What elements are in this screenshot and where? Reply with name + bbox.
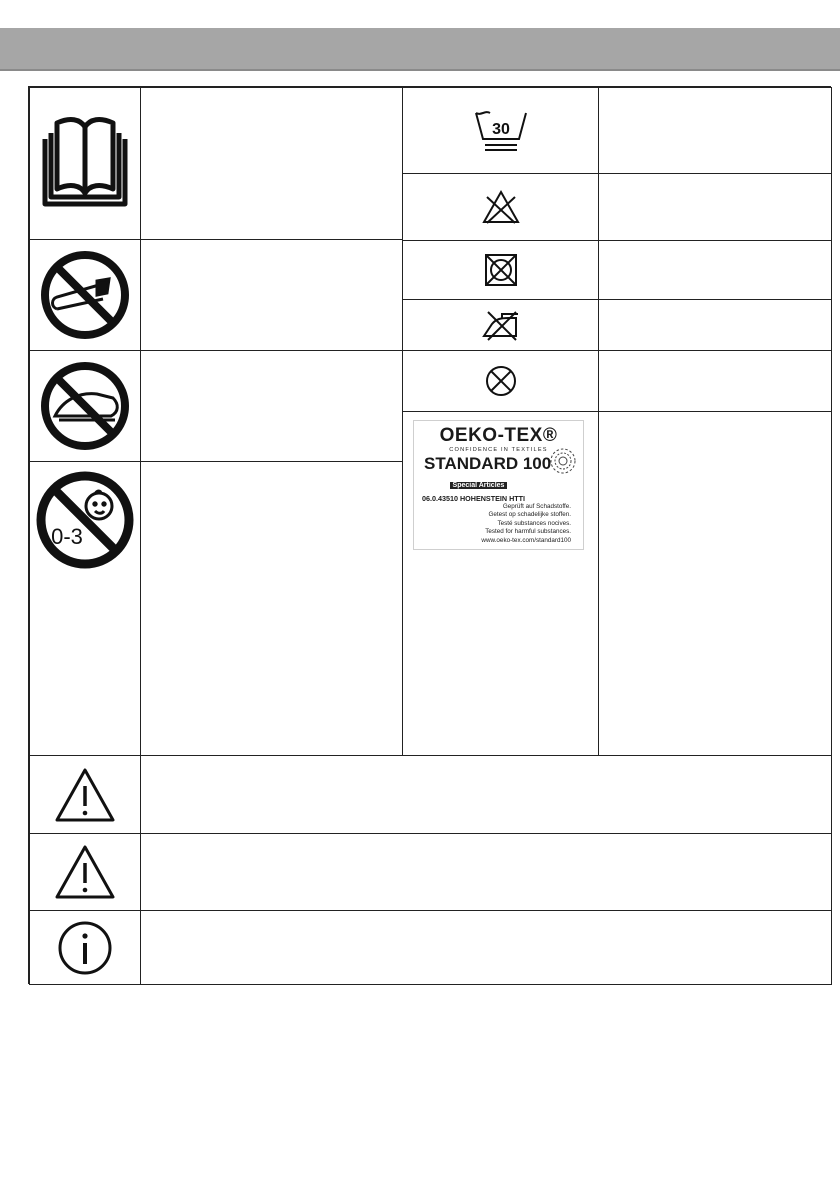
warning-1-description	[140, 755, 832, 834]
warning-1-icon-cell	[29, 755, 141, 834]
iron-icon-cell	[402, 299, 599, 351]
dryclean-description	[598, 350, 832, 412]
oeko-tex-line: Testé substances nocives.	[497, 519, 571, 527]
dryclean-icon-cell	[402, 350, 599, 412]
child-description	[140, 461, 403, 756]
oeko-tex-line: Geprüft auf Schadstoffe.	[502, 503, 571, 510]
ironing-icon-cell	[29, 350, 141, 462]
no-safety-pin-icon	[39, 249, 131, 341]
oeko-tex-line: Tested for harmful substances.	[485, 528, 571, 536]
header-bar	[0, 28, 840, 71]
oeko-tex-line: www.oeko-tex.com/standard100	[481, 536, 571, 544]
open-book-icon	[35, 109, 135, 219]
info-icon-cell	[29, 910, 141, 985]
do-not-dry-clean-icon	[484, 364, 518, 398]
info-icon	[56, 919, 114, 977]
oeko-tex-standard: STANDARD 100	[424, 454, 552, 473]
warning-2-description	[140, 833, 832, 911]
oeko-tex-line: Getest op schadelijke stoffen.	[488, 511, 571, 519]
ironing-description	[140, 350, 403, 462]
warning-triangle-icon	[53, 766, 117, 824]
do-not-bleach-icon	[481, 189, 521, 225]
iron-description	[598, 299, 832, 351]
wash-temperature: 30	[491, 120, 510, 138]
pins-icon-cell	[29, 239, 141, 351]
oeko-tex-description	[598, 411, 832, 756]
child-icon-cell	[29, 461, 141, 756]
wash-icon-cell	[402, 87, 599, 174]
manual-icon-cell	[29, 87, 141, 240]
tumble-description	[598, 240, 832, 300]
not-for-children-icon	[35, 470, 135, 570]
no-ironing-icon	[39, 360, 131, 452]
oeko-tex-label	[413, 420, 584, 550]
warning-triangle-icon	[53, 843, 117, 901]
oeko-tex-flower-icon	[549, 447, 577, 475]
info-description	[140, 910, 832, 985]
warning-2-icon-cell	[29, 833, 141, 911]
manual-description	[140, 87, 403, 240]
tumble-icon-cell	[402, 240, 599, 300]
oeko-tex-badge: Special Articles	[450, 482, 508, 489]
child-age-label: 0-3	[51, 524, 83, 549]
pins-description	[140, 239, 403, 351]
oeko-tex-title: OEKO-TEX®	[439, 425, 558, 446]
oeko-tex-cell	[402, 411, 599, 756]
bleach-icon-cell	[402, 173, 599, 241]
bleach-description	[598, 173, 832, 241]
wash-30-icon	[473, 109, 529, 153]
do-not-tumble-dry-icon	[483, 252, 519, 288]
wash-description	[598, 87, 832, 174]
do-not-iron-icon	[480, 308, 522, 342]
oeko-tex-tagline: CONFIDENCE IN TEXTILES	[449, 447, 548, 453]
oeko-tex-code: 06.0.43510 HOHENSTEIN HTTI	[422, 494, 526, 503]
symbol-table	[28, 86, 831, 984]
